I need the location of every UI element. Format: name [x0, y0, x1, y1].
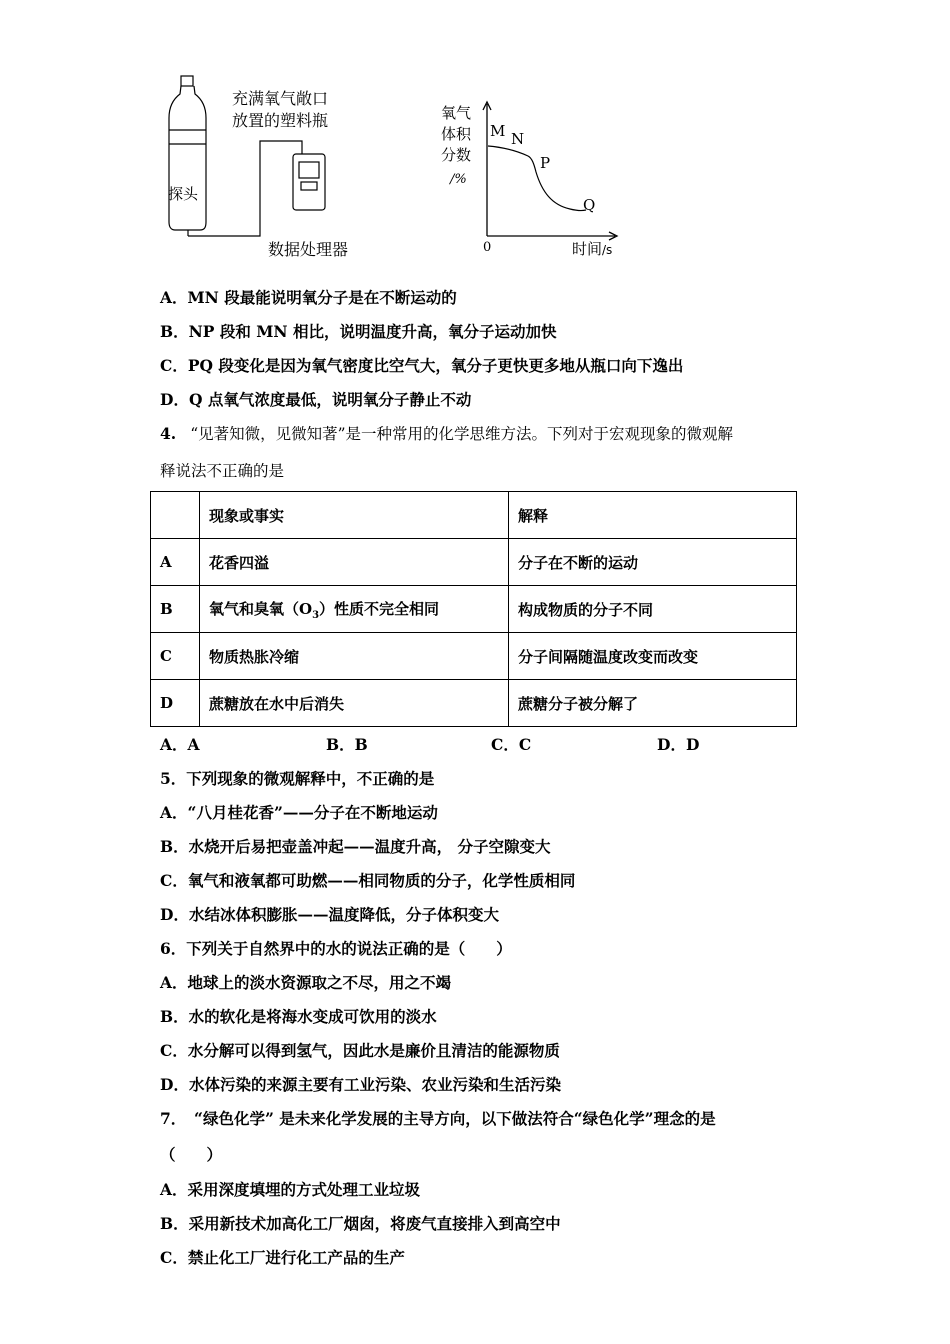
graph-point-n: N — [511, 130, 525, 148]
fact-text: ）性质不完全相同 — [319, 599, 440, 618]
q6-option-c: C．水分解可以得到氢气，因此水是廉价且清洁的能源物质 — [160, 1041, 560, 1060]
q7-option-c: C．禁止化工厂进行化工产品的生产 — [160, 1248, 405, 1267]
processor-label: 数据处理器 — [268, 240, 349, 259]
q3-option-b: B．NP 段和 MN 相比，说明温度升高，氧分子运动加快 — [160, 322, 557, 341]
table-header-cell: 解释 — [509, 492, 797, 539]
plastic-bottle-icon — [169, 76, 206, 236]
q7-stem-line1: 7． “绿色化学” 是未来化学发展的主导方向，以下做法符合“绿色化学”理念的是 — [160, 1109, 716, 1128]
graph-y-unit: /% — [450, 172, 467, 187]
table-header-cell — [151, 492, 200, 539]
graph-x-label-text: 时间 — [572, 240, 603, 258]
fact-text: 氧气和臭氧（O — [209, 599, 313, 618]
table-cell-label: D — [151, 680, 200, 727]
bottle-caption-line1: 充满氧气敞口 — [232, 89, 329, 108]
graph-y-label — [441, 103, 471, 166]
table-cell-explain: 蔗糖分子被分解了 — [509, 680, 797, 727]
q4-option-d: D．D — [657, 735, 700, 754]
table-row — [151, 680, 797, 727]
table-cell-label: C — [151, 633, 200, 680]
table-cell-explain: 构成物质的分子不同 — [509, 586, 797, 633]
graph-point-p: P — [540, 154, 551, 172]
table-cell-fact: 花香四溢 — [200, 539, 509, 586]
graph-y-label-line1: 氧气 — [441, 104, 472, 122]
table-row — [151, 586, 797, 633]
table-row — [151, 633, 797, 680]
probe-label: 探头 — [168, 185, 199, 203]
table-cell-label: B — [151, 586, 200, 633]
q4-table — [150, 491, 797, 727]
q4-stem-line1 — [160, 422, 733, 444]
ozone-subscript: 3 — [312, 609, 320, 621]
bottle-caption-line2: 放置的塑料瓶 — [232, 111, 329, 130]
q4-option-a: A．A — [160, 735, 200, 754]
table-cell-label: A — [151, 539, 200, 586]
graph-y-label-line3: 分数 — [441, 146, 472, 164]
q4-option-b: B．B — [326, 735, 368, 754]
table-cell-fact: 物质热胀冷缩 — [200, 633, 509, 680]
table-row — [151, 539, 797, 586]
graph-x-label — [572, 238, 612, 259]
q5-stem: 5．下列现象的微观解释中，不正确的是 — [160, 769, 435, 788]
q6-option-d: D．水体污染的来源主要有工业污染、农业污染和生活污染 — [160, 1075, 561, 1094]
q4-stem-line2: 释说法不正确的是 — [160, 462, 285, 480]
q4-option-c: C．C — [491, 735, 532, 754]
wire — [188, 141, 302, 236]
table-cell-explain: 分子间隔随温度改变而改变 — [509, 633, 797, 680]
table-header-cell: 现象或事实 — [200, 492, 509, 539]
table-cell-fact: 蔗糖放在水中后消失 — [200, 680, 509, 727]
bottle-caption — [232, 88, 328, 132]
q5-option-a: A．“八月桂花香”——分子在不断地运动 — [160, 803, 438, 822]
graph-point-m: M — [490, 122, 506, 140]
table-header-row — [151, 492, 797, 539]
data-processor-icon — [293, 154, 325, 210]
q7-option-a: A．采用深度填埋的方式处理工业垃圾 — [160, 1180, 421, 1199]
q7-option-b: B．采用新技术加高化工厂烟囱，将废气直接排入到高空中 — [160, 1214, 561, 1233]
graph-point-q: Q — [583, 196, 596, 214]
q6-stem: 6．下列关于自然界中的水的说法正确的是（ ） — [160, 939, 512, 958]
q4-stem-text: “见著知微，见微知著”是一种常用的化学思维方法。下列对于宏观现象的微观解 — [190, 425, 734, 443]
q7-stem-line2: （ ） — [160, 1145, 223, 1164]
q5-option-c: C．氧气和液氧都可助燃——相同物质的分子，化学性质相同 — [160, 871, 576, 890]
table-cell-explain: 分子在不断的运动 — [509, 539, 797, 586]
q3-option-c: C．PQ 段变化是因为氧气密度比空气大，氧分子更快更多地从瓶口向下逸出 — [160, 356, 684, 375]
q3-option-d: D．Q 点氧气浓度最低，说明氧分子静止不动 — [160, 390, 472, 409]
q6-option-a: A．地球上的淡水资源取之不尽，用之不竭 — [160, 973, 452, 992]
q6-option-b: B．水的软化是将海水变成可饮用的淡水 — [160, 1007, 437, 1026]
graph-y-label-line2: 体积 — [441, 125, 472, 143]
oxygen-curve — [488, 146, 586, 211]
graph-origin: 0 — [483, 240, 492, 255]
q3-option-a: A．MN 段最能说明氧分子是在不断运动的 — [160, 288, 457, 307]
graph-x-unit: /s — [602, 243, 613, 257]
q4-number: 4. — [160, 424, 177, 443]
table-cell-fact — [200, 586, 509, 633]
q5-option-b: B．水烧开后易把壶盖冲起——温度升高， 分子空隙变大 — [160, 837, 551, 856]
q5-option-d: D．水结冰体积膨胀——温度降低，分子体积变大 — [160, 905, 499, 924]
